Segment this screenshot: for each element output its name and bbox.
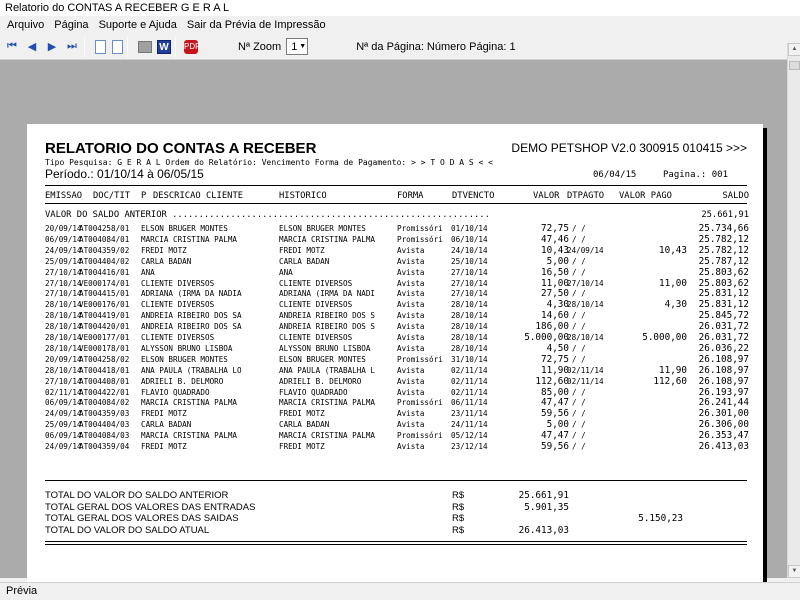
cell-saldo: 26.108,97: [698, 364, 749, 376]
col-dtpagto: DTPAGTO: [567, 191, 605, 201]
cell-historico: CLIENTE DIVERSOS: [279, 300, 353, 310]
cell-valor: 5,00: [546, 419, 569, 431]
cell-emissao: 27/10/14: [45, 376, 82, 386]
table-row: [27, 246, 763, 256]
cell-forma: Avista: [397, 289, 425, 299]
cell-doc: AT004422/01: [79, 387, 130, 397]
cell-dtpagto: / /: [572, 311, 586, 321]
cell-forma: Avista: [397, 387, 425, 397]
col-emissao: EMISSAO: [45, 191, 83, 201]
report-company: DEMO PETSHOP V2.0 300915 010415 >>>: [511, 141, 747, 155]
cell-emissao: 28/10/14: [45, 311, 82, 321]
cell-descricao: MARCIA CRISTINA PALMA: [141, 431, 238, 441]
status-bar: Prévia: [0, 582, 800, 600]
cell-historico: ELSON BRUGER MONTES: [279, 354, 366, 364]
cell-dtpagto: / /: [572, 234, 586, 244]
cell-descricao: ANDREIA RIBEIRO DOS SA: [141, 322, 242, 332]
cell-forma: Avista: [397, 300, 425, 310]
cell-saldo: 26.353,47: [698, 430, 749, 442]
cell-dtvencto: 23/11/14: [451, 409, 488, 419]
cell-saldo: 26.301,00: [698, 408, 749, 420]
cell-dtvencto: 31/10/14: [451, 354, 488, 364]
table-row: [27, 279, 763, 289]
cell-valor: 11,90: [541, 364, 569, 376]
cell-historico: ANDREIA RIBEIRO DOS S: [279, 311, 376, 321]
col-descricao: DESCRICAO CLIENTE: [153, 191, 244, 201]
cell-doc: AT004404/03: [79, 420, 130, 430]
report-title: RELATORIO DO CONTAS A RECEBER: [45, 140, 317, 157]
table-row: [27, 322, 763, 332]
toolbar-separator: [127, 37, 128, 57]
cell-emissao: 20/09/14: [45, 224, 82, 233]
cell-doc: AT004408/01: [79, 376, 130, 386]
cell-saldo: 26.031,72: [698, 332, 749, 343]
zoom-select[interactable]: [286, 38, 308, 55]
cell-doc: AT004258/01: [79, 224, 130, 233]
cell-doc: AT004404/02: [79, 256, 130, 266]
cell-valor: 186,00: [535, 321, 569, 333]
cell-emissao: 06/09/14: [45, 431, 82, 441]
cell-descricao: ANDREIA RIBEIRO DOS SA: [141, 311, 242, 321]
cell-doc: VE000176/01: [79, 300, 130, 310]
totals-rule-double: [45, 544, 747, 545]
cell-forma: Avista: [397, 343, 425, 353]
cell-forma: Avista: [397, 311, 425, 321]
cell-emissao: 28/10/14: [45, 300, 82, 310]
pdf-export-icon[interactable]: PDF: [184, 40, 198, 54]
cell-emissao: 06/09/14: [45, 234, 82, 244]
menu-bar: [0, 16, 800, 34]
toolbar: [0, 34, 800, 60]
cell-valor: 59,56: [541, 408, 569, 420]
cell-descricao: MARCIA CRISTINA PALMA: [141, 398, 238, 408]
cell-dtvencto: 02/11/14: [451, 387, 488, 397]
cell-dtpagto: / /: [572, 343, 586, 353]
col-doc: DOC/TIT: [93, 191, 131, 201]
table-row: [27, 420, 763, 430]
cell-emissao: 24/09/14: [45, 409, 82, 419]
cell-valor: 5.000,00: [524, 332, 569, 343]
cell-dtpagto: 28/10/14: [567, 333, 604, 342]
cell-dtpagto: 02/11/14: [567, 365, 604, 375]
cell-descricao: FREDI MOTZ: [141, 245, 187, 255]
cell-emissao: 20/09/14: [45, 354, 82, 364]
table-row: [27, 268, 763, 278]
cell-dtpagto: / /: [572, 398, 586, 408]
cell-dtvencto: 27/10/14: [451, 267, 488, 277]
cell-dtvencto: 02/11/14: [451, 376, 488, 386]
cell-saldo: 26.036,22: [698, 342, 749, 354]
cell-forma: Promissóri: [397, 224, 443, 233]
cell-dtpagto: / /: [572, 354, 586, 364]
cell-forma: Avista: [397, 245, 425, 255]
cell-dtpagto: 02/11/14: [567, 376, 604, 386]
cell-historico: FLAVIO QUADRADO: [279, 387, 348, 397]
cell-dtpagto: 28/10/14: [567, 300, 604, 310]
vertical-scrollbar[interactable]: [787, 43, 800, 578]
page-number-label: Nª da Página: Número Página: 1: [356, 40, 516, 53]
table-row: [27, 333, 763, 343]
cell-doc: AT004359/02: [79, 245, 130, 255]
total-currency: R$: [452, 501, 465, 513]
cell-saldo: 25.845,72: [698, 310, 749, 322]
col-p: P: [141, 191, 147, 201]
zoom-value: 1: [291, 40, 298, 53]
cell-valor: 4,50: [546, 342, 569, 354]
cell-forma: Avista: [397, 409, 425, 419]
word-export-icon[interactable]: W: [157, 40, 171, 54]
report-date: 06/04/15: [593, 170, 637, 180]
cell-emissao: 28/10/14: [45, 365, 82, 375]
cell-dtvencto: 24/11/14: [451, 420, 488, 430]
cell-descricao: MARCIA CRISTINA PALMA: [141, 234, 238, 244]
preview-area: [0, 60, 787, 578]
cell-valor: 4,30: [546, 299, 569, 311]
cell-historico: FREDI MOTZ: [279, 442, 325, 451]
table-row: [27, 344, 763, 354]
cell-doc: VE000178/01: [79, 343, 130, 353]
table-row: [27, 409, 763, 419]
total-currency: R$: [452, 513, 465, 525]
cell-doc: VE000174/01: [79, 278, 130, 288]
cell-doc: AT004419/01: [79, 311, 130, 321]
cell-descricao: CLIENTE DIVERSOS: [141, 333, 215, 342]
cell-doc: AT004084/01: [79, 234, 130, 244]
cell-dtpagto: / /: [572, 289, 586, 299]
cell-descricao: ALYSSON BRUNO LISBOA: [141, 343, 233, 353]
cell-forma: Promissóri: [397, 354, 443, 364]
table-row: [27, 377, 763, 387]
cell-valor: 5,00: [546, 255, 569, 267]
cell-valor: 47,47: [541, 430, 569, 442]
cell-valor: 59,56: [541, 441, 569, 452]
cell-forma: Promissóri: [397, 234, 443, 244]
cell-saldo: 25.787,12: [698, 255, 749, 267]
cell-descricao: ANA: [141, 267, 155, 277]
cell-valor-pago: 4,30: [664, 299, 687, 311]
cell-descricao: CLIENTE DIVERSOS: [141, 300, 215, 310]
cell-descricao: CLIENTE DIVERSOS: [141, 278, 215, 288]
cell-valor-pago: 5.000,00: [642, 332, 687, 343]
cell-doc: AT004418/01: [79, 365, 130, 375]
scroll-down-icon[interactable]: ▼: [788, 565, 800, 578]
cell-dtpagto: / /: [572, 431, 586, 441]
cell-emissao: 27/10/14: [45, 278, 82, 288]
cell-descricao: FLAVIO QUADRADO: [141, 387, 210, 397]
cell-saldo: 25.831,12: [698, 299, 749, 311]
menu-suporte-ajuda[interactable]: Suporte e Ajuda: [98, 19, 177, 31]
report-period: Período.: 01/10/14 à 06/05/15: [45, 167, 204, 181]
cell-valor: 27,50: [541, 288, 569, 300]
cell-dtpagto: / /: [572, 256, 586, 266]
cell-dtvencto: 25/10/14: [451, 256, 488, 266]
cell-descricao: FREDI MOTZ: [141, 409, 187, 419]
cell-valor: 10,43: [541, 244, 569, 256]
table-row: [27, 442, 763, 452]
cell-valor-pago: 112,60: [653, 375, 687, 387]
scroll-up-icon[interactable]: ▲: [788, 43, 800, 56]
totals-rule-bottom: [45, 541, 747, 542]
cell-forma: Avista: [397, 420, 425, 430]
toolbar-separator: [84, 37, 85, 57]
cell-emissao: 28/10/14: [45, 322, 82, 332]
cell-dtpagto: / /: [572, 267, 586, 277]
col-dtvencto: DTVENCTO: [452, 191, 495, 201]
totals-rule-top: [45, 480, 747, 481]
cell-historico: CLIENTE DIVERSOS: [279, 333, 353, 342]
cell-doc: VE000177/01: [79, 333, 130, 342]
table-row: [27, 311, 763, 321]
table-row: [27, 355, 763, 365]
cell-dtpagto: / /: [572, 387, 586, 397]
cell-forma: Avista: [397, 322, 425, 332]
cell-doc: AT004415/01: [79, 289, 130, 299]
cell-historico: CARLA BADAN: [279, 256, 330, 266]
columns-rule: [45, 203, 747, 204]
cell-dtvencto: 01/10/14: [451, 224, 488, 233]
table-row: [27, 431, 763, 441]
cell-doc: AT004416/01: [79, 267, 130, 277]
total-label: TOTAL DO VALOR DO SALDO ANTERIOR: [45, 490, 229, 501]
col-valor: VALOR: [533, 191, 560, 201]
cell-valor: 47,47: [541, 397, 569, 409]
cell-historico: ANA: [279, 267, 293, 277]
cell-saldo: 25.734,66: [698, 223, 749, 234]
table-row: [27, 235, 763, 245]
cell-dtvencto: 27/10/14: [451, 289, 488, 299]
cell-valor-pago: 11,00: [659, 277, 687, 289]
cell-historico: ANA PAULA (TRABALHA L: [279, 365, 376, 375]
cell-emissao: 24/09/14: [45, 442, 82, 451]
cell-historico: CARLA BADAN: [279, 420, 330, 430]
cell-valor: 16,50: [541, 266, 569, 278]
cell-emissao: 28/10/14: [45, 343, 82, 353]
cell-dtpagto: / /: [572, 409, 586, 419]
cell-historico: ANDREIA RIBEIRO DOS S: [279, 322, 376, 332]
report-page: [27, 124, 763, 600]
cell-dtvencto: 28/10/14: [451, 322, 488, 332]
cell-historico: MARCIA CRISTINA PALMA: [279, 234, 376, 244]
cell-dtvencto: 06/10/14: [451, 234, 488, 244]
cell-doc: AT004084/03: [79, 431, 130, 441]
cell-historico: MARCIA CRISTINA PALMA: [279, 398, 376, 408]
cell-valor-pago: 11,90: [659, 364, 687, 376]
zoom-label: Nª Zoom: [238, 40, 282, 53]
cell-dtpagto: / /: [572, 224, 586, 233]
cell-saldo: 25.782,12: [698, 244, 749, 256]
total-label: TOTAL GERAL DOS VALORES DAS ENTRADAS: [45, 501, 256, 513]
total-pago: 5.150,23: [638, 513, 683, 525]
cell-emissao: 25/09/14: [45, 420, 82, 430]
cell-emissao: 02/11/14: [45, 387, 82, 397]
cell-forma: Avista: [397, 442, 425, 451]
cell-descricao: CARLA BADAN: [141, 420, 192, 430]
cell-dtvencto: 05/12/14: [451, 431, 488, 441]
cell-saldo: 25.803,62: [698, 266, 749, 278]
cell-saldo: 25.782,12: [698, 233, 749, 245]
cell-valor: 11,00: [541, 277, 569, 289]
cell-saldo: 26.031,72: [698, 321, 749, 333]
cell-descricao: ADRIANA (IRMA DA NADIA: [141, 289, 242, 299]
table-row: [27, 224, 763, 234]
cell-forma: Promissóri: [397, 398, 443, 408]
cell-dtpagto: / /: [572, 442, 586, 451]
total-currency: R$: [452, 490, 465, 501]
cell-historico: ALYSSON BRUNO LISBOA: [279, 343, 371, 353]
two-pages-icon[interactable]: [112, 40, 123, 54]
menu-arquivo[interactable]: Arquivo: [7, 19, 45, 31]
cell-descricao: ELSON BRUGER MONTES: [141, 354, 228, 364]
scroll-thumb[interactable]: [789, 61, 800, 70]
col-valor-pago: VALOR PAGO: [619, 191, 672, 201]
cell-valor: 112,60: [535, 375, 569, 387]
chevron-down-icon: ▼: [299, 43, 307, 50]
cell-forma: Avista: [397, 267, 425, 277]
cell-dtpagto: / /: [572, 322, 586, 332]
header-rule: [45, 185, 747, 186]
cell-valor: 47,46: [541, 233, 569, 245]
cell-dtvencto: 02/11/14: [451, 365, 488, 375]
cell-saldo: 26.306,00: [698, 419, 749, 431]
cell-descricao: ANA PAULA (TRABALHA LO: [141, 365, 242, 375]
report-subtitle: Tipo Pesquisa: G E R A L Ordem do Relatório: Vencimento Forma de Pagamento: > > T O D A S < <: [45, 158, 493, 167]
cell-historico: ADRIELI B. DELMORO: [279, 376, 362, 386]
table-row: [27, 289, 763, 299]
cell-valor-pago: 10,43: [659, 244, 687, 256]
table-row: [27, 398, 763, 408]
cell-emissao: 28/10/14: [45, 333, 82, 342]
cell-emissao: 27/10/14: [45, 289, 82, 299]
cell-dtvencto: 28/10/14: [451, 300, 488, 310]
col-historico: HISTORICO: [279, 191, 327, 201]
cell-saldo: 26.241,44: [698, 397, 749, 409]
total-value: 25.661,91: [518, 490, 569, 501]
next-page-icon[interactable]: ▶: [47, 41, 57, 53]
cell-doc: AT004359/04: [79, 442, 130, 451]
cell-saldo: 25.803,62: [698, 277, 749, 289]
cell-saldo: 25.831,12: [698, 288, 749, 300]
cell-emissao: 06/09/14: [45, 398, 82, 408]
cell-valor: 14,60: [541, 310, 569, 322]
last-page-icon[interactable]: ⏭: [67, 40, 77, 52]
cell-forma: Avista: [397, 333, 425, 342]
first-page-icon[interactable]: ⏮: [7, 40, 17, 52]
cell-dtpagto: 27/10/14: [567, 278, 604, 288]
cell-forma: Avista: [397, 278, 425, 288]
total-value: 5.901,35: [524, 501, 569, 513]
cell-dtvencto: 28/10/14: [451, 311, 488, 321]
cell-emissao: 24/09/14: [45, 245, 82, 255]
cell-dtvencto: 28/10/14: [451, 333, 488, 342]
table-row: [27, 257, 763, 267]
menu-sair-previa[interactable]: Sair da Prévia de Impressão: [186, 19, 326, 31]
total-value: 26.413,03: [518, 525, 569, 537]
cell-dtvencto: 27/10/14: [451, 278, 488, 288]
window-title: Relatorio do CONTAS A RECEBER G E R A L: [0, 0, 800, 16]
cell-dtpagto: 24/09/14: [567, 245, 604, 255]
cell-dtvencto: 24/10/14: [451, 245, 488, 255]
cell-forma: Avista: [397, 365, 425, 375]
cell-forma: Promissóri: [397, 431, 443, 441]
col-saldo: SALDO: [722, 191, 749, 201]
cell-descricao: FREDI MOTZ: [141, 442, 187, 451]
cell-historico: CLIENTE DIVERSOS: [279, 278, 353, 288]
cell-forma: Avista: [397, 256, 425, 266]
cell-saldo: 26.193,97: [698, 386, 749, 398]
total-label: TOTAL GERAL DOS VALORES DAS SAIDAS: [45, 513, 239, 525]
single-page-icon[interactable]: [95, 40, 106, 54]
table-row: [27, 388, 763, 398]
cell-historico: FREDI MOTZ: [279, 245, 325, 255]
cell-dtpagto: / /: [572, 420, 586, 430]
table-row: [27, 300, 763, 310]
toolbar-separator: [175, 37, 176, 57]
prev-page-icon[interactable]: ◀: [27, 41, 37, 53]
cell-saldo: 26.413,03: [698, 441, 749, 452]
cell-descricao: ELSON BRUGER MONTES: [141, 224, 228, 233]
cell-descricao: CARLA BADAN: [141, 256, 192, 266]
total-label: TOTAL DO VALOR DO SALDO ATUAL: [45, 525, 210, 537]
cell-emissao: 25/09/14: [45, 256, 82, 266]
cell-saldo: 26.108,97: [698, 375, 749, 387]
cell-valor: 72,75: [541, 353, 569, 365]
cell-valor: 72,75: [541, 223, 569, 234]
cell-valor: 85,00: [541, 386, 569, 398]
report-page-number: Pagina.: 001: [663, 170, 729, 180]
cell-doc: AT004420/01: [79, 322, 130, 332]
saldo-anterior-label: VALOR DO SALDO ANTERIOR ............................................................: [45, 210, 490, 220]
cell-doc: AT004359/03: [79, 409, 130, 419]
cell-forma: Avista: [397, 376, 425, 386]
cell-historico: ADRIANA (IRMA DA NADI: [279, 289, 376, 299]
total-currency: R$: [452, 525, 465, 537]
cell-saldo: 26.108,97: [698, 353, 749, 365]
cell-dtvencto: 06/11/14: [451, 398, 488, 408]
cell-dtvencto: 23/12/14: [451, 442, 488, 451]
cell-historico: FREDI MOTZ: [279, 409, 325, 419]
table-row: [27, 366, 763, 376]
menu-pagina[interactable]: Página: [54, 19, 89, 31]
saldo-anterior-value: 25.661,91: [701, 210, 749, 220]
cell-doc: AT004258/02: [79, 354, 130, 364]
cell-descricao: ADRIELI B. DELMORO: [141, 376, 224, 386]
print-icon[interactable]: [138, 41, 152, 53]
cell-doc: AT004084/02: [79, 398, 130, 408]
cell-emissao: 27/10/14: [45, 267, 82, 277]
cell-historico: ELSON BRUGER MONTES: [279, 224, 366, 233]
col-forma: FORMA: [397, 191, 424, 201]
cell-dtvencto: 28/10/14: [451, 343, 488, 353]
cell-historico: MARCIA CRISTINA PALMA: [279, 431, 376, 441]
